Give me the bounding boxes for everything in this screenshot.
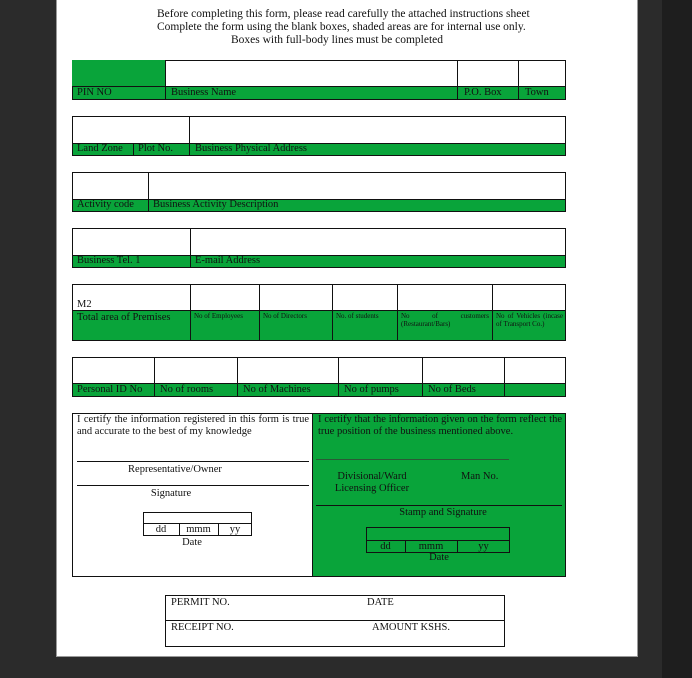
business-name-input[interactable] bbox=[165, 60, 566, 87]
land-zone-label: Land Zone bbox=[77, 143, 123, 154]
receipt-no-label: RECEIPT NO. bbox=[171, 622, 234, 633]
address-input-row[interactable] bbox=[72, 116, 566, 144]
licensing-officer-label: Divisional/Ward Licensing Officer bbox=[334, 471, 410, 494]
vehicles-label: No of Vehicles (incase of Transport Co.) bbox=[496, 312, 563, 328]
form-header bbox=[157, 8, 530, 47]
section3-label-bar bbox=[72, 199, 566, 212]
officer-dd-label: dd bbox=[380, 541, 391, 552]
form-page bbox=[56, 0, 638, 657]
applicant-certify-text: I certify the information registered in this form is true and accurate to the best of my knowledge bbox=[77, 414, 309, 437]
section6-label-bar bbox=[72, 383, 566, 397]
total-area-label: Total area of Premises bbox=[77, 312, 171, 323]
permit-date-label: DATE bbox=[367, 597, 394, 608]
applicant-signature-line[interactable] bbox=[77, 485, 309, 486]
activity-code-label: Activity code bbox=[77, 199, 134, 210]
employees-label: No of Employees bbox=[194, 312, 243, 320]
header-line-2: Complete the form using the blank boxes, shaded areas are for internal use only. bbox=[157, 21, 526, 33]
pumps-label: No of pumps bbox=[344, 384, 399, 395]
rooms-label: No of rooms bbox=[160, 384, 214, 395]
man-no-label: Man No. bbox=[461, 471, 499, 482]
po-box-label: P.O. Box bbox=[464, 87, 502, 98]
machines-label: No of Machines bbox=[243, 384, 311, 395]
amount-label: AMOUNT KSHS. bbox=[372, 622, 450, 633]
business-tel-label: Business Tel. 1 bbox=[77, 255, 141, 266]
contact-input-row[interactable] bbox=[72, 228, 566, 256]
m2-label: M2 bbox=[77, 299, 92, 310]
applicant-signature-label: Signature bbox=[150, 488, 192, 499]
applicant-mmm-label: mmm bbox=[186, 524, 211, 535]
beds-label: No of Beds bbox=[428, 384, 476, 395]
pin-shaded-cell bbox=[72, 60, 166, 86]
permit-no-label: PERMIT NO. bbox=[171, 597, 230, 608]
town-label: Town bbox=[525, 87, 549, 98]
facilities-input-row[interactable] bbox=[72, 357, 566, 384]
representative-owner-label: Representative/Owner bbox=[128, 464, 222, 475]
header-line-1: Before completing this form, please read carefully the attached instructions sheet bbox=[157, 8, 530, 20]
header-line-3: Boxes with full-body lines must be completed bbox=[230, 34, 444, 46]
applicant-dd-label: dd bbox=[155, 524, 167, 535]
activity-input-row[interactable] bbox=[72, 172, 566, 200]
plot-no-label: Plot No. bbox=[138, 143, 174, 154]
activity-description-label: Business Activity Description bbox=[153, 199, 279, 210]
viewer-side-bar bbox=[662, 0, 692, 678]
officer-certify-text: I certify that the information given on the form reflect the true position of the business mentioned above. bbox=[318, 414, 562, 437]
stamp-signature-label: Stamp and Signature bbox=[399, 507, 487, 518]
physical-address-label: Business Physical Address bbox=[195, 143, 308, 154]
personal-id-label: Personal ID No bbox=[77, 384, 143, 395]
officer-yy-label: yy bbox=[478, 541, 489, 552]
officer-signature-line[interactable] bbox=[316, 505, 562, 506]
pin-label: PIN NO bbox=[77, 87, 112, 98]
officer-date-label: Date bbox=[429, 552, 449, 563]
email-label: E-mail Address bbox=[195, 255, 261, 266]
directors-label: No of Directors bbox=[263, 312, 307, 320]
applicant-date-label: Date bbox=[182, 537, 202, 548]
customers-label: No of customers (Restaurant/Bars) bbox=[401, 312, 489, 328]
students-label: No. of students bbox=[336, 312, 379, 320]
section4-label-bar bbox=[72, 255, 566, 268]
officer-mmm-label: mmm bbox=[418, 541, 444, 552]
applicant-yy-label: yy bbox=[229, 524, 241, 535]
business-name-label: Business Name bbox=[171, 87, 237, 98]
